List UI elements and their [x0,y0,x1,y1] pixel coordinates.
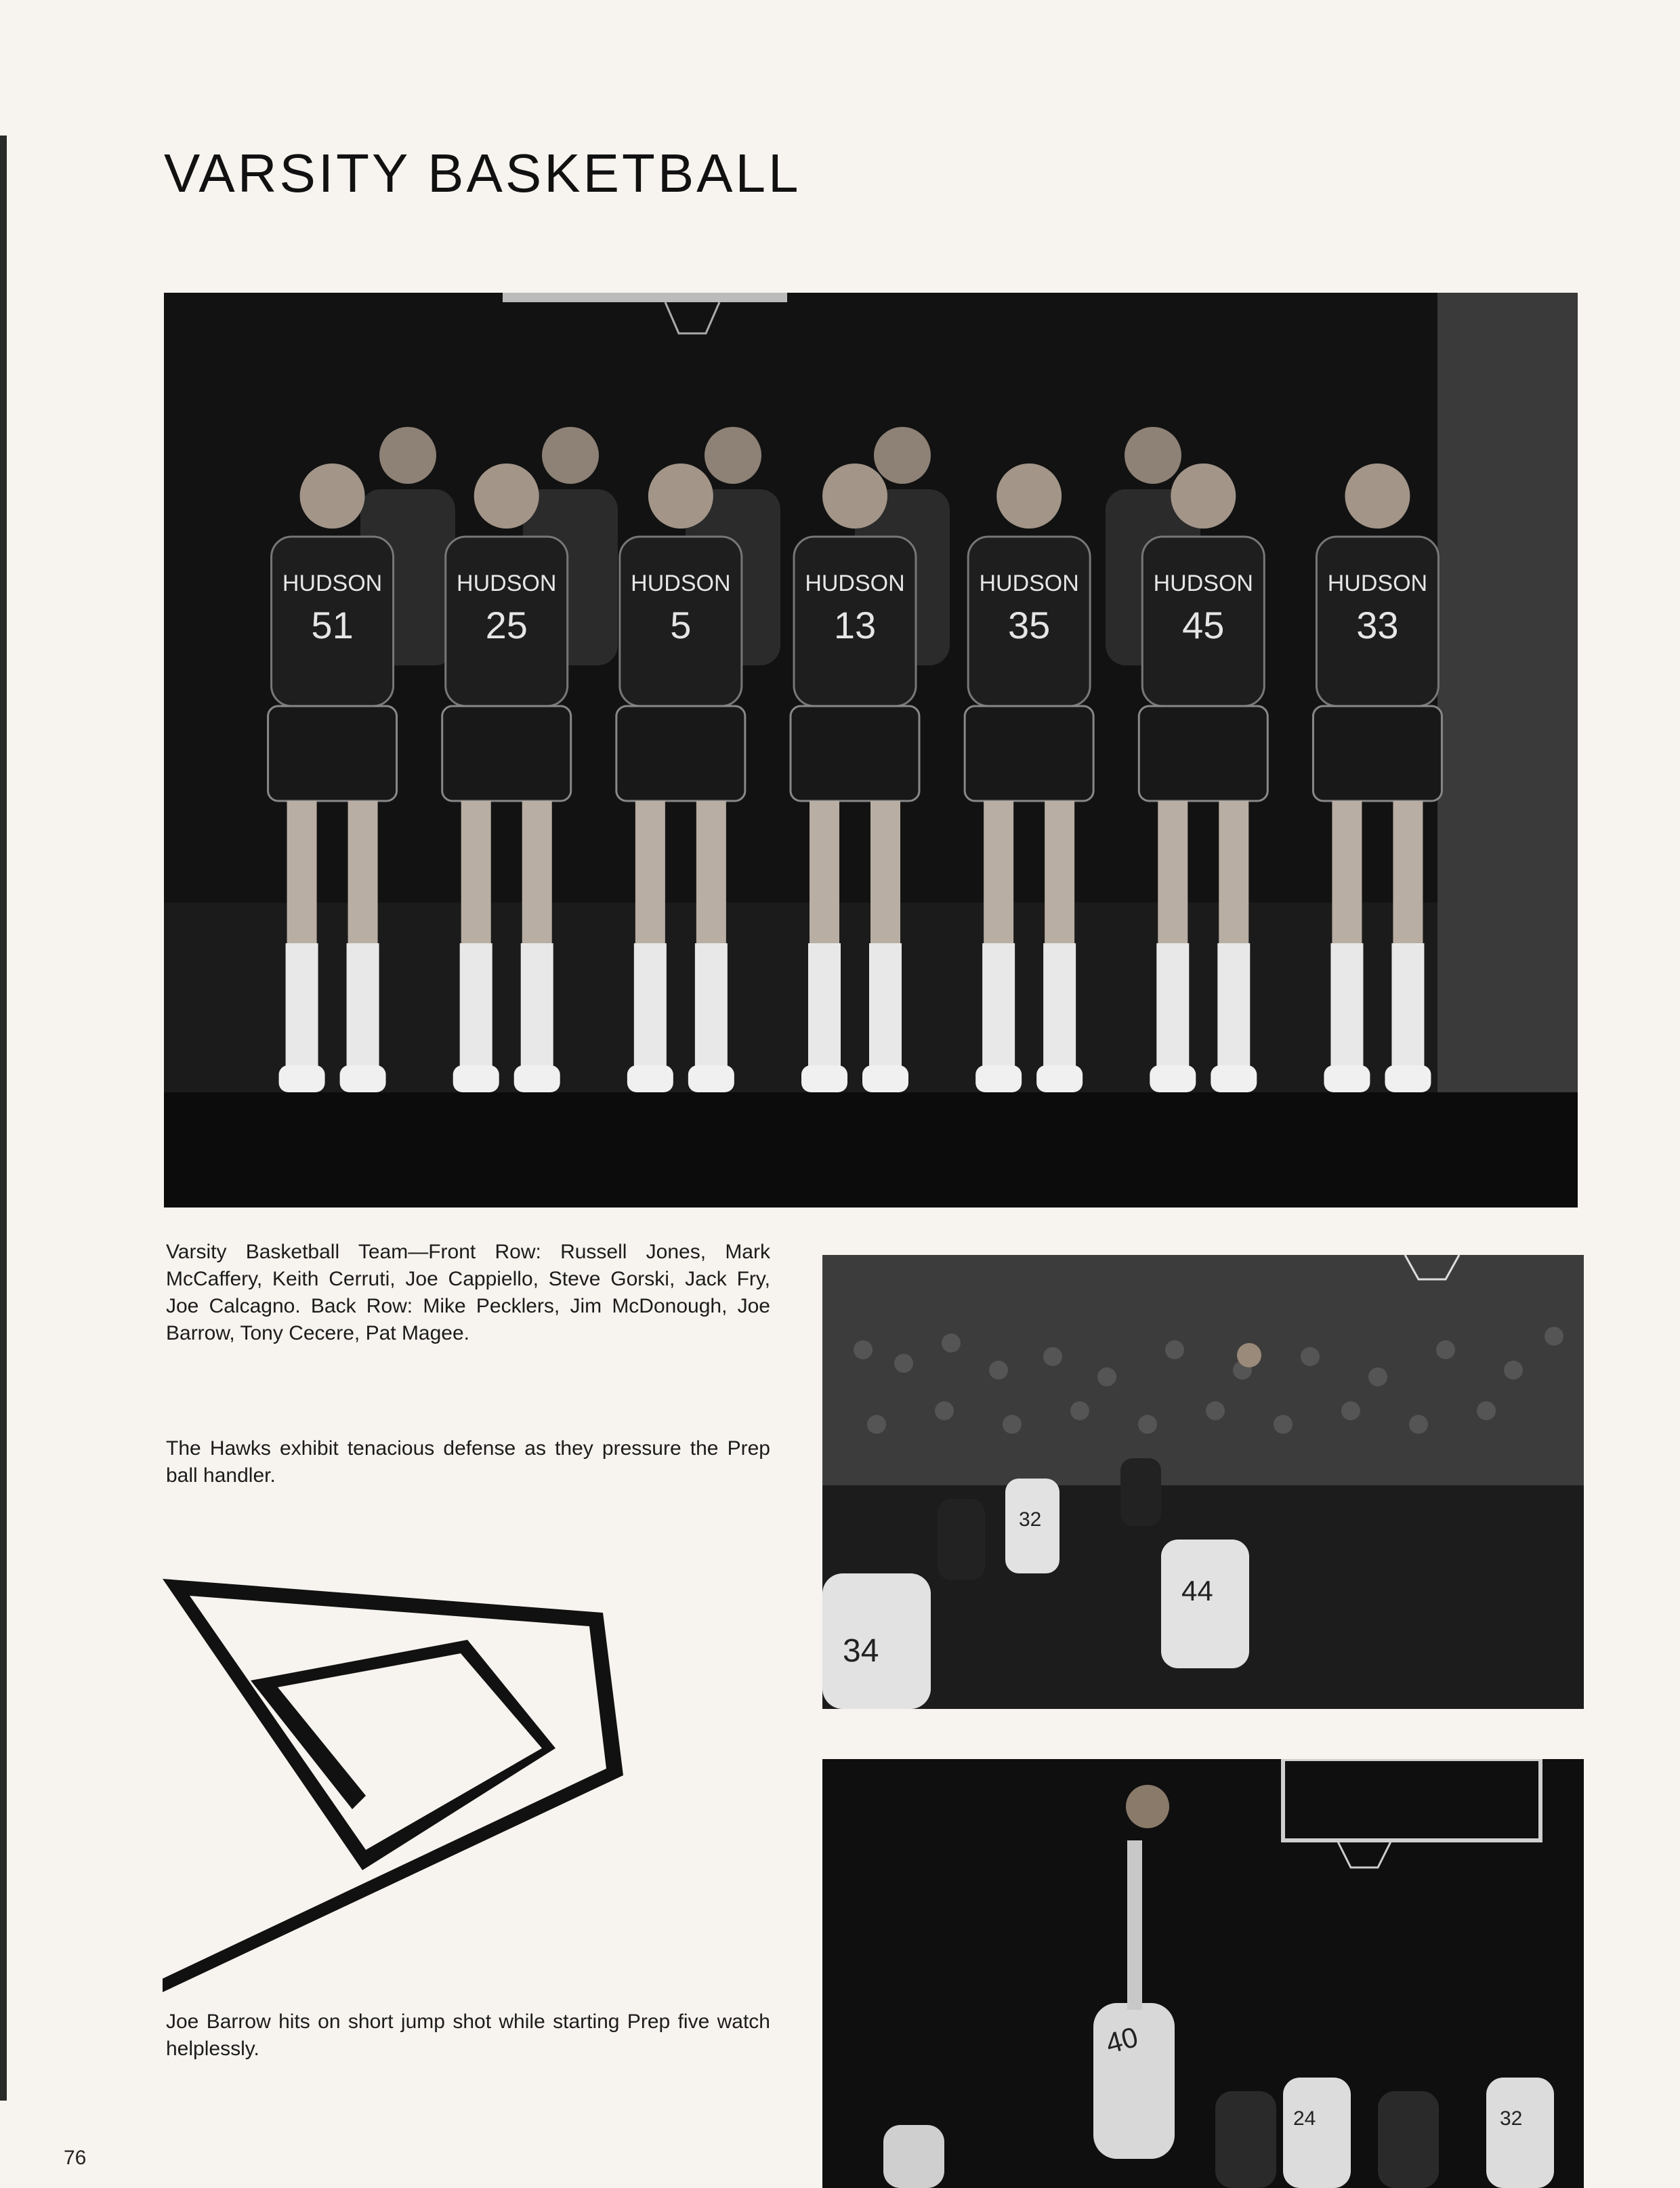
defense-caption: The Hawks exhibit tenacious defense as they pressure the Prep ball handler. [166,1437,770,1487]
jersey-number: 51 [311,604,354,646]
jersey-number-24: 24 [1293,2107,1316,2130]
page-title: VARSITY BASKETBALL [164,143,801,203]
jumpshot-caption: Joe Barrow hits on short jump shot while starting Prep five watch helplessly. [166,2010,770,2060]
jersey-label: HUDSON [282,571,383,596]
jersey-number: 25 [485,604,528,646]
abstract-arrow-graphic [163,1579,637,1992]
back-row-player-4 [874,427,931,484]
jersey-label: HUDSON [1327,571,1428,596]
jersey-label: HUDSON [457,571,557,596]
jump-shot-photo [822,1759,1584,2188]
jersey-label: HUDSON [805,571,905,596]
jersey-number: 5 [670,604,692,646]
back-row-player-2 [542,427,599,484]
back-row-player-1 [379,427,436,484]
jersey-label: HUDSON [979,571,1079,596]
jersey-number-32-b: 32 [1500,2107,1523,2130]
jersey-number-34: 34 [843,1633,879,1669]
defense-photo-image [822,1255,1584,1709]
jersey-number-44: 44 [1181,1575,1213,1607]
back-row-player-5 [1125,427,1181,484]
jersey-number: 33 [1356,604,1399,646]
jersey-number-32: 32 [1019,1508,1042,1531]
jersey-number: 13 [833,604,877,646]
jersey-label: HUDSON [631,571,731,596]
jersey-number-40: 40 [1102,2021,1141,2060]
jersey-number: 45 [1182,604,1225,646]
team-caption: Varsity Basketball Team—Front Row: Russell Jones, Mark McCaffery, Keith Cerruti, Joe Cappiello, Steve Gorski, Jack Fry, Joe Calcagno. Back Row: Mike Pecklers, Jim McDonough, Joe Barrow, Tony Cecere, Pat Magee. [166,1241,770,1344]
defense-action-photo [822,1255,1584,1709]
binding-edge [0,136,7,2101]
jumpshot-photo-image [822,1759,1584,2188]
page-number: 76 [64,2147,87,2169]
back-row-player-3 [705,427,761,484]
team-photo-image [164,293,1578,1207]
jersey-number: 35 [1007,604,1051,646]
team-photo [164,293,1578,1207]
jersey-label: HUDSON [1153,571,1253,596]
